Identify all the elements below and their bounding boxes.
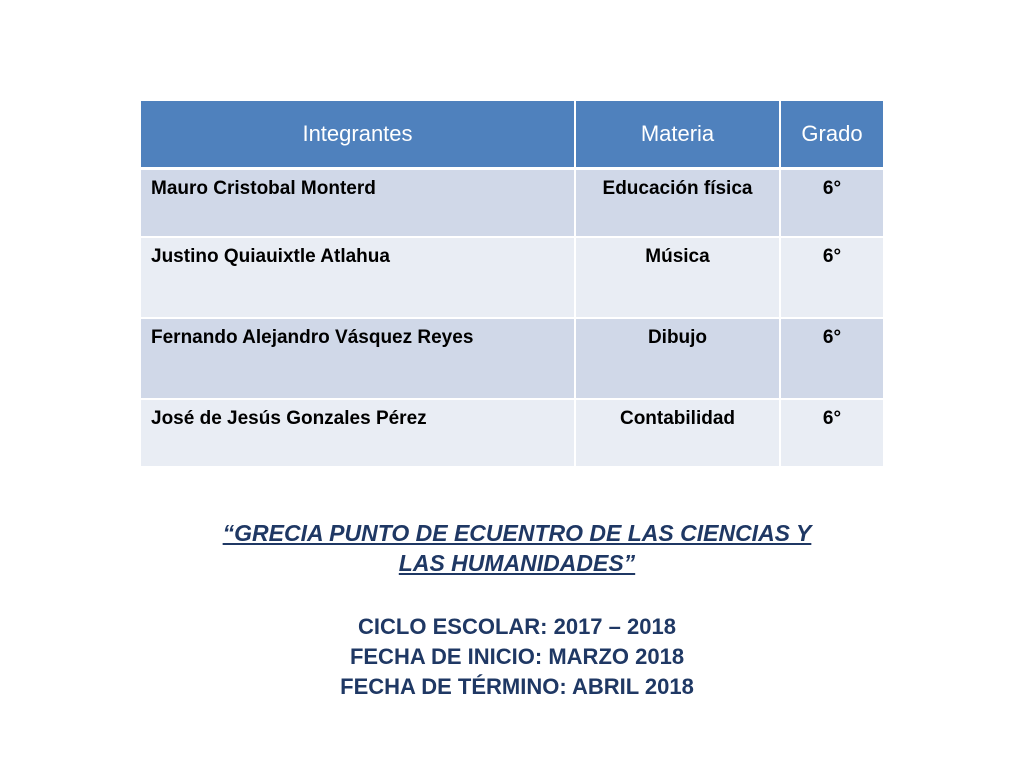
table-header-row [141,101,883,169]
fecha-termino-text: FECHA DE TÉRMINO: ABRIL 2018 [340,674,694,699]
members-table [141,101,883,468]
header-materia: Materia [575,101,780,169]
cell-grado: 6° [780,237,883,318]
header-grado: Grado [780,101,883,169]
cell-nombre: Justino Quiauixtle Atlahua [141,237,575,318]
table-row [141,237,883,318]
table-row [141,399,883,467]
school-info [200,612,834,702]
cell-grado: 6° [780,169,883,238]
header-integrantes: Integrantes [141,101,575,169]
cell-materia: Música [575,237,780,318]
cell-grado: 6° [780,399,883,467]
cell-grado: 6° [780,318,883,399]
cell-materia: Contabilidad [575,399,780,467]
ciclo-escolar-text: CICLO ESCOLAR: 2017 – 2018 [358,614,676,639]
cell-nombre: Mauro Cristobal Monterd [141,169,575,238]
cell-nombre: Fernando Alejandro Vásquez Reyes [141,318,575,399]
members-table-container [141,101,883,468]
table-row [141,169,883,238]
cell-nombre: José de Jesús Gonzales Pérez [141,399,575,467]
motto-text: “GRECIA PUNTO DE ECUENTRO DE LAS CIENCIAS Y LAS HUMANIDADES” [222,520,812,576]
cell-materia: Educación física [575,169,780,238]
cell-materia: Dibujo [575,318,780,399]
table-row [141,318,883,399]
fecha-inicio-text: FECHA DE INICIO: MARZO 2018 [349,644,685,669]
